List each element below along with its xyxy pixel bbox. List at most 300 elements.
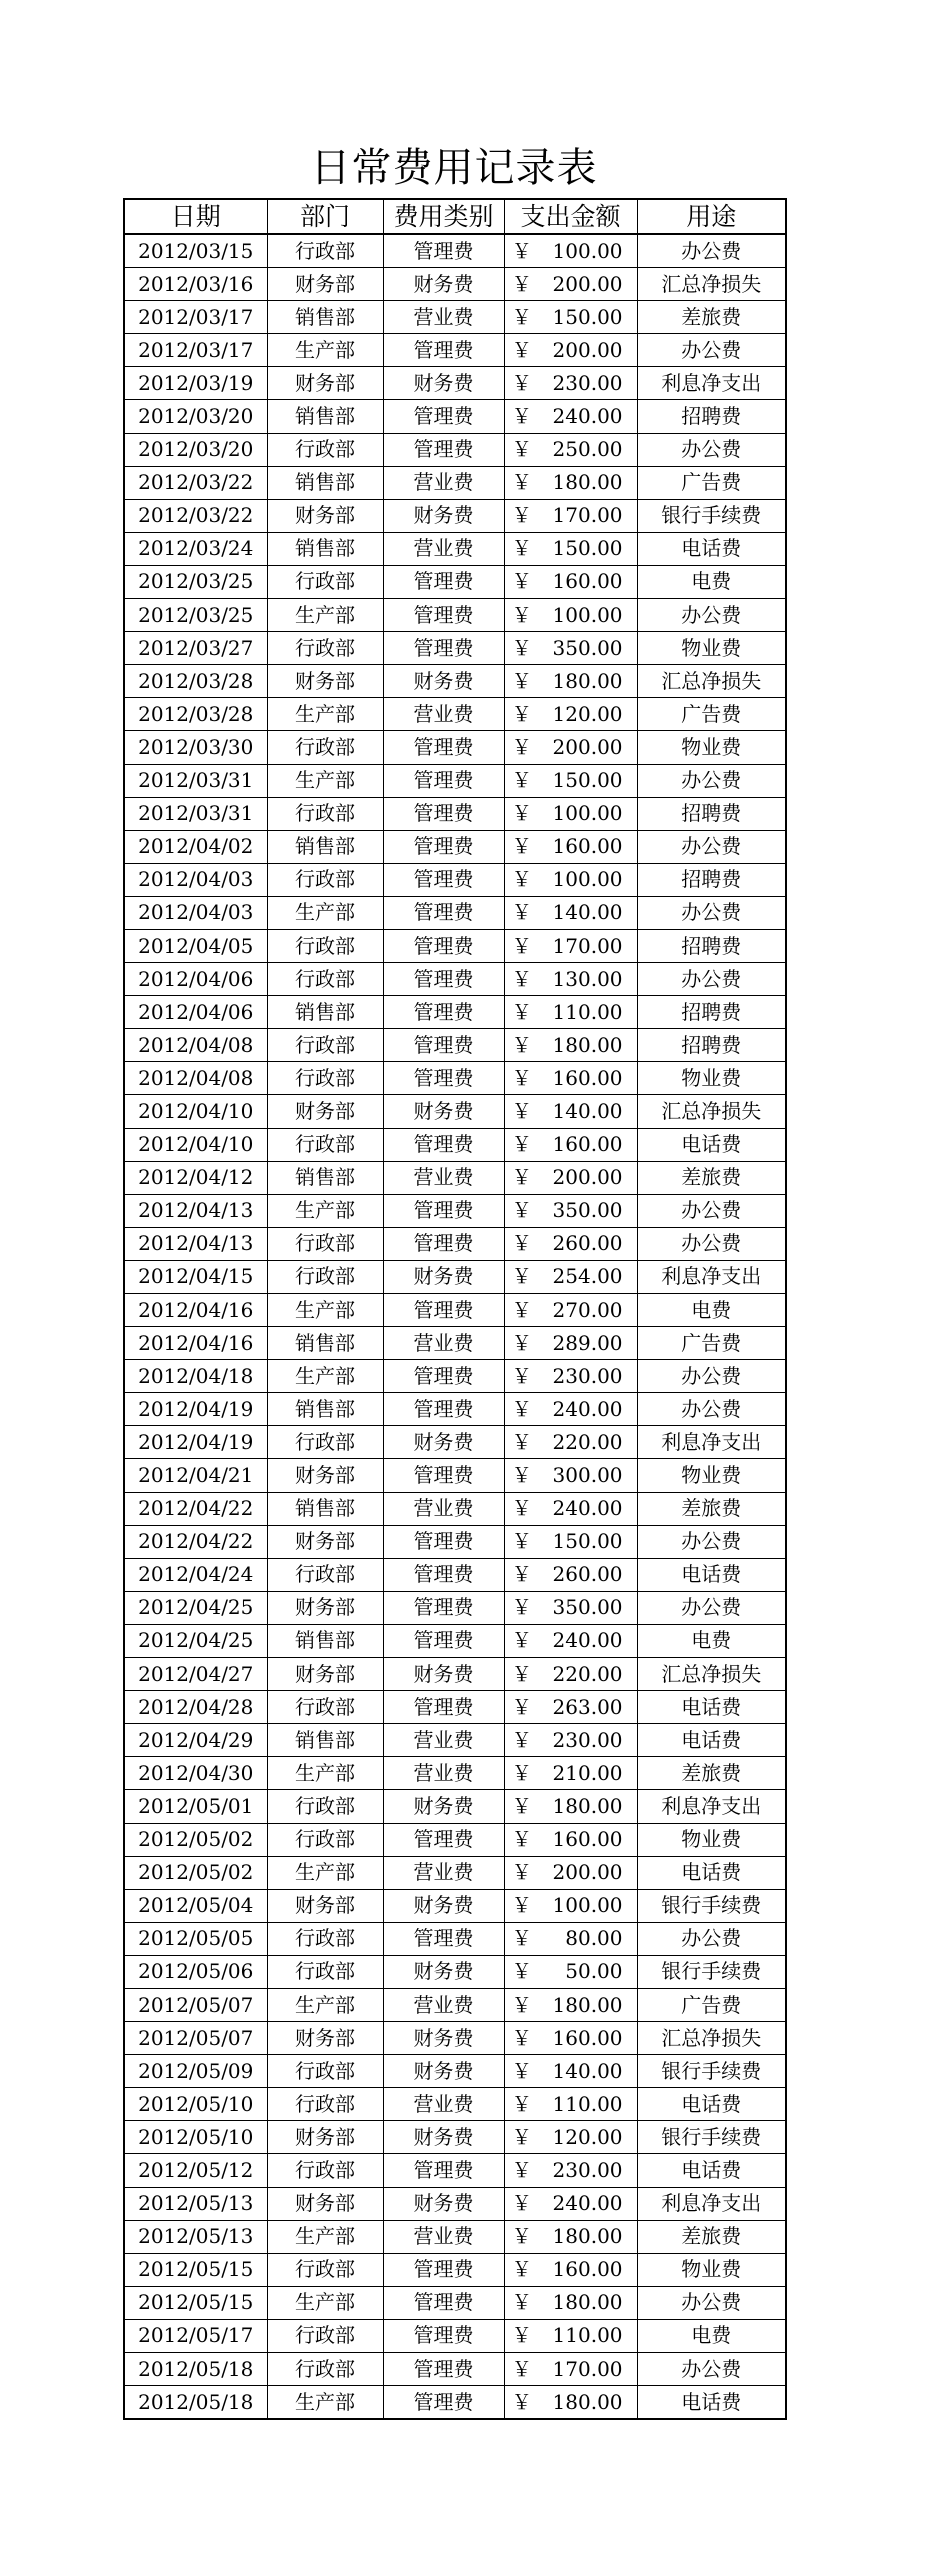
cell-use[interactable]: 广告费: [637, 1988, 786, 2021]
cell-date[interactable]: 2012/04/27: [124, 1658, 267, 1691]
cell-amount[interactable]: 180.00: [539, 665, 637, 698]
cell-category[interactable]: 财务费: [383, 2055, 504, 2088]
cell-use[interactable]: 办公费: [637, 2286, 786, 2319]
cell-amount[interactable]: 100.00: [539, 797, 637, 830]
cell-use[interactable]: 办公费: [637, 896, 786, 929]
cell-use[interactable]: 办公费: [637, 963, 786, 996]
cell-amount[interactable]: 180.00: [539, 1988, 637, 2021]
cell-category[interactable]: 财务费: [383, 1955, 504, 1988]
cell-dept[interactable]: 财务部: [267, 1658, 383, 1691]
cell-date[interactable]: 2012/05/04: [124, 1889, 267, 1922]
cell-date[interactable]: 2012/05/15: [124, 2286, 267, 2319]
cell-use[interactable]: 招聘费: [637, 1029, 786, 1062]
cell-date[interactable]: 2012/04/03: [124, 863, 267, 896]
cell-use[interactable]: 办公费: [637, 1227, 786, 1260]
cell-use[interactable]: 利息净支出: [637, 1790, 786, 1823]
cell-amount[interactable]: 230.00: [539, 1724, 637, 1757]
cell-dept[interactable]: 生产部: [267, 896, 383, 929]
cell-date[interactable]: 2012/05/12: [124, 2154, 267, 2187]
cell-dept[interactable]: 行政部: [267, 1558, 383, 1591]
cell-use[interactable]: 办公费: [637, 1525, 786, 1558]
cell-date[interactable]: 2012/05/10: [124, 2121, 267, 2154]
cell-category[interactable]: 管理费: [383, 896, 504, 929]
cell-dept[interactable]: 财务部: [267, 1591, 383, 1624]
cell-category[interactable]: 管理费: [383, 1591, 504, 1624]
cell-use[interactable]: 汇总净损失: [637, 2022, 786, 2055]
currency-symbol[interactable]: ￥: [504, 1558, 539, 1591]
cell-date[interactable]: 2012/03/31: [124, 797, 267, 830]
currency-symbol[interactable]: ￥: [504, 400, 539, 433]
cell-date[interactable]: 2012/04/25: [124, 1624, 267, 1657]
cell-dept[interactable]: 销售部: [267, 1393, 383, 1426]
cell-category[interactable]: 管理费: [383, 1062, 504, 1095]
currency-symbol[interactable]: ￥: [504, 1426, 539, 1459]
cell-dept[interactable]: 行政部: [267, 2088, 383, 2121]
cell-dept[interactable]: 行政部: [267, 2154, 383, 2187]
cell-amount[interactable]: 100.00: [539, 234, 637, 268]
cell-category[interactable]: 财务费: [383, 499, 504, 532]
currency-symbol[interactable]: ￥: [504, 1492, 539, 1525]
cell-date[interactable]: 2012/05/01: [124, 1790, 267, 1823]
currency-symbol[interactable]: ￥: [504, 1294, 539, 1327]
currency-symbol[interactable]: ￥: [504, 896, 539, 929]
cell-dept[interactable]: 财务部: [267, 1889, 383, 1922]
currency-symbol[interactable]: ￥: [504, 1955, 539, 1988]
currency-symbol[interactable]: ￥: [504, 2154, 539, 2187]
currency-symbol[interactable]: ￥: [504, 929, 539, 962]
cell-date[interactable]: 2012/05/07: [124, 2022, 267, 2055]
cell-date[interactable]: 2012/03/17: [124, 334, 267, 367]
cell-use[interactable]: 办公费: [637, 830, 786, 863]
cell-use[interactable]: 利息净支出: [637, 1260, 786, 1293]
cell-date[interactable]: 2012/04/13: [124, 1227, 267, 1260]
currency-symbol[interactable]: ￥: [504, 996, 539, 1029]
cell-dept[interactable]: 生产部: [267, 2386, 383, 2420]
cell-use[interactable]: 银行手续费: [637, 2121, 786, 2154]
currency-symbol[interactable]: ￥: [504, 1889, 539, 1922]
cell-dept[interactable]: 行政部: [267, 1823, 383, 1856]
cell-use[interactable]: 广告费: [637, 466, 786, 499]
currency-symbol[interactable]: ￥: [504, 1393, 539, 1426]
cell-use[interactable]: 办公费: [637, 1591, 786, 1624]
currency-symbol[interactable]: ￥: [504, 334, 539, 367]
cell-category[interactable]: 营业费: [383, 1492, 504, 1525]
cell-amount[interactable]: 150.00: [539, 764, 637, 797]
cell-date[interactable]: 2012/03/25: [124, 599, 267, 632]
cell-amount[interactable]: 160.00: [539, 1823, 637, 1856]
cell-use[interactable]: 电话费: [637, 1691, 786, 1724]
cell-category[interactable]: 管理费: [383, 632, 504, 665]
currency-symbol[interactable]: ￥: [504, 1988, 539, 2021]
currency-symbol[interactable]: ￥: [504, 1260, 539, 1293]
cell-dept[interactable]: 生产部: [267, 2220, 383, 2253]
header-dept[interactable]: 部门: [267, 199, 383, 234]
cell-use[interactable]: 银行手续费: [637, 2055, 786, 2088]
cell-category[interactable]: 管理费: [383, 1194, 504, 1227]
currency-symbol[interactable]: ￥: [504, 863, 539, 896]
cell-use[interactable]: 招聘费: [637, 929, 786, 962]
cell-date[interactable]: 2012/03/20: [124, 400, 267, 433]
currency-symbol[interactable]: ￥: [504, 1922, 539, 1955]
cell-amount[interactable]: 150.00: [539, 301, 637, 334]
cell-category[interactable]: 管理费: [383, 797, 504, 830]
currency-symbol[interactable]: ￥: [504, 1724, 539, 1757]
cell-category[interactable]: 财务费: [383, 1658, 504, 1691]
currency-symbol[interactable]: ￥: [504, 466, 539, 499]
cell-category[interactable]: 管理费: [383, 1922, 504, 1955]
cell-amount[interactable]: 100.00: [539, 1889, 637, 1922]
cell-use[interactable]: 电费: [637, 1624, 786, 1657]
cell-category[interactable]: 财务费: [383, 2121, 504, 2154]
cell-amount[interactable]: 270.00: [539, 1294, 637, 1327]
cell-use[interactable]: 物业费: [637, 2253, 786, 2286]
currency-symbol[interactable]: ￥: [504, 268, 539, 301]
cell-dept[interactable]: 销售部: [267, 1161, 383, 1194]
currency-symbol[interactable]: ￥: [504, 1658, 539, 1691]
cell-category[interactable]: 营业费: [383, 1757, 504, 1790]
cell-use[interactable]: 电话费: [637, 2386, 786, 2420]
cell-amount[interactable]: 150.00: [539, 1525, 637, 1558]
cell-amount[interactable]: 260.00: [539, 1227, 637, 1260]
header-date[interactable]: 日期: [124, 199, 267, 234]
currency-symbol[interactable]: ￥: [504, 2055, 539, 2088]
cell-amount[interactable]: 200.00: [539, 334, 637, 367]
cell-use[interactable]: 物业费: [637, 1459, 786, 1492]
cell-date[interactable]: 2012/04/29: [124, 1724, 267, 1757]
cell-date[interactable]: 2012/04/15: [124, 1260, 267, 1293]
cell-date[interactable]: 2012/05/06: [124, 1955, 267, 1988]
cell-category[interactable]: 管理费: [383, 996, 504, 1029]
cell-dept[interactable]: 财务部: [267, 499, 383, 532]
cell-use[interactable]: 招聘费: [637, 400, 786, 433]
cell-amount[interactable]: 200.00: [539, 268, 637, 301]
currency-symbol[interactable]: ￥: [504, 2286, 539, 2319]
cell-dept[interactable]: 销售部: [267, 301, 383, 334]
cell-date[interactable]: 2012/03/28: [124, 665, 267, 698]
currency-symbol[interactable]: ￥: [504, 797, 539, 830]
cell-dept[interactable]: 行政部: [267, 1790, 383, 1823]
cell-category[interactable]: 管理费: [383, 731, 504, 764]
cell-date[interactable]: 2012/04/13: [124, 1194, 267, 1227]
currency-symbol[interactable]: ￥: [504, 433, 539, 466]
cell-date[interactable]: 2012/04/19: [124, 1426, 267, 1459]
cell-category[interactable]: 管理费: [383, 1525, 504, 1558]
cell-category[interactable]: 管理费: [383, 433, 504, 466]
cell-date[interactable]: 2012/05/02: [124, 1856, 267, 1889]
cell-use[interactable]: 办公费: [637, 334, 786, 367]
cell-date[interactable]: 2012/03/24: [124, 532, 267, 565]
cell-date[interactable]: 2012/03/28: [124, 698, 267, 731]
cell-date[interactable]: 2012/03/20: [124, 433, 267, 466]
cell-amount[interactable]: 230.00: [539, 367, 637, 400]
cell-use[interactable]: 银行手续费: [637, 1955, 786, 1988]
cell-dept[interactable]: 行政部: [267, 963, 383, 996]
cell-category[interactable]: 管理费: [383, 565, 504, 598]
cell-date[interactable]: 2012/04/28: [124, 1691, 267, 1724]
currency-symbol[interactable]: ￥: [504, 1128, 539, 1161]
cell-date[interactable]: 2012/04/12: [124, 1161, 267, 1194]
cell-date[interactable]: 2012/04/30: [124, 1757, 267, 1790]
cell-use[interactable]: 汇总净损失: [637, 665, 786, 698]
cell-category[interactable]: 管理费: [383, 2386, 504, 2420]
cell-date[interactable]: 2012/05/17: [124, 2319, 267, 2352]
cell-amount[interactable]: 110.00: [539, 2319, 637, 2352]
currency-symbol[interactable]: ￥: [504, 1327, 539, 1360]
cell-amount[interactable]: 140.00: [539, 896, 637, 929]
cell-use[interactable]: 招聘费: [637, 797, 786, 830]
cell-amount[interactable]: 240.00: [539, 400, 637, 433]
currency-symbol[interactable]: ￥: [504, 2386, 539, 2420]
cell-category[interactable]: 管理费: [383, 764, 504, 797]
cell-date[interactable]: 2012/03/22: [124, 466, 267, 499]
cell-dept[interactable]: 财务部: [267, 665, 383, 698]
cell-category[interactable]: 营业费: [383, 1856, 504, 1889]
cell-date[interactable]: 2012/05/15: [124, 2253, 267, 2286]
cell-use[interactable]: 电话费: [637, 1128, 786, 1161]
currency-symbol[interactable]: ￥: [504, 2253, 539, 2286]
cell-category[interactable]: 管理费: [383, 2253, 504, 2286]
cell-date[interactable]: 2012/03/25: [124, 565, 267, 598]
cell-dept[interactable]: 生产部: [267, 1294, 383, 1327]
cell-category[interactable]: 营业费: [383, 2088, 504, 2121]
cell-dept[interactable]: 行政部: [267, 1260, 383, 1293]
cell-category[interactable]: 管理费: [383, 1128, 504, 1161]
cell-amount[interactable]: 100.00: [539, 863, 637, 896]
cell-category[interactable]: 管理费: [383, 234, 504, 268]
cell-category[interactable]: 营业费: [383, 466, 504, 499]
currency-symbol[interactable]: ￥: [504, 2353, 539, 2386]
cell-amount[interactable]: 140.00: [539, 2055, 637, 2088]
cell-dept[interactable]: 财务部: [267, 367, 383, 400]
cell-category[interactable]: 管理费: [383, 1823, 504, 1856]
cell-dept[interactable]: 销售部: [267, 1624, 383, 1657]
currency-symbol[interactable]: ￥: [504, 1624, 539, 1657]
cell-date[interactable]: 2012/04/06: [124, 996, 267, 1029]
currency-symbol[interactable]: ￥: [504, 698, 539, 731]
cell-category[interactable]: 营业费: [383, 1724, 504, 1757]
cell-dept[interactable]: 行政部: [267, 1691, 383, 1724]
cell-use[interactable]: 广告费: [637, 1327, 786, 1360]
cell-amount[interactable]: 110.00: [539, 996, 637, 1029]
cell-amount[interactable]: 220.00: [539, 1658, 637, 1691]
cell-amount[interactable]: 240.00: [539, 2187, 637, 2220]
currency-symbol[interactable]: ￥: [504, 830, 539, 863]
cell-amount[interactable]: 160.00: [539, 830, 637, 863]
cell-date[interactable]: 2012/05/09: [124, 2055, 267, 2088]
cell-date[interactable]: 2012/04/03: [124, 896, 267, 929]
cell-category[interactable]: 营业费: [383, 698, 504, 731]
cell-use[interactable]: 电话费: [637, 2154, 786, 2187]
cell-use[interactable]: 利息净支出: [637, 367, 786, 400]
cell-dept[interactable]: 生产部: [267, 334, 383, 367]
currency-symbol[interactable]: ￥: [504, 1161, 539, 1194]
cell-amount[interactable]: 160.00: [539, 565, 637, 598]
cell-category[interactable]: 管理费: [383, 1360, 504, 1393]
cell-use[interactable]: 物业费: [637, 1062, 786, 1095]
cell-category[interactable]: 管理费: [383, 1227, 504, 1260]
cell-dept[interactable]: 财务部: [267, 1525, 383, 1558]
cell-date[interactable]: 2012/04/05: [124, 929, 267, 962]
cell-amount[interactable]: 180.00: [539, 2286, 637, 2319]
cell-dept[interactable]: 行政部: [267, 797, 383, 830]
header-category[interactable]: 费用类别: [383, 199, 504, 234]
cell-dept[interactable]: 财务部: [267, 1459, 383, 1492]
cell-category[interactable]: 管理费: [383, 929, 504, 962]
cell-amount[interactable]: 160.00: [539, 1062, 637, 1095]
cell-amount[interactable]: 160.00: [539, 1128, 637, 1161]
cell-dept[interactable]: 行政部: [267, 1227, 383, 1260]
cell-dept[interactable]: 财务部: [267, 2022, 383, 2055]
cell-dept[interactable]: 行政部: [267, 1955, 383, 1988]
cell-dept[interactable]: 行政部: [267, 2055, 383, 2088]
cell-use[interactable]: 差旅费: [637, 2220, 786, 2253]
cell-category[interactable]: 管理费: [383, 1624, 504, 1657]
cell-dept[interactable]: 生产部: [267, 1856, 383, 1889]
cell-date[interactable]: 2012/05/18: [124, 2353, 267, 2386]
cell-category[interactable]: 管理费: [383, 2154, 504, 2187]
cell-amount[interactable]: 80.00: [539, 1922, 637, 1955]
cell-amount[interactable]: 170.00: [539, 929, 637, 962]
cell-date[interactable]: 2012/05/05: [124, 1922, 267, 1955]
cell-amount[interactable]: 180.00: [539, 1790, 637, 1823]
cell-use[interactable]: 电话费: [637, 532, 786, 565]
cell-dept[interactable]: 财务部: [267, 268, 383, 301]
cell-use[interactable]: 广告费: [637, 698, 786, 731]
cell-use[interactable]: 银行手续费: [637, 1889, 786, 1922]
cell-amount[interactable]: 210.00: [539, 1757, 637, 1790]
cell-dept[interactable]: 生产部: [267, 2286, 383, 2319]
cell-dept[interactable]: 行政部: [267, 929, 383, 962]
cell-use[interactable]: 办公费: [637, 764, 786, 797]
cell-use[interactable]: 办公费: [637, 433, 786, 466]
cell-amount[interactable]: 300.00: [539, 1459, 637, 1492]
cell-category[interactable]: 财务费: [383, 665, 504, 698]
cell-date[interactable]: 2012/05/07: [124, 1988, 267, 2021]
cell-amount[interactable]: 160.00: [539, 2022, 637, 2055]
cell-use[interactable]: 电话费: [637, 1558, 786, 1591]
cell-amount[interactable]: 130.00: [539, 963, 637, 996]
cell-use[interactable]: 电费: [637, 1294, 786, 1327]
cell-category[interactable]: 管理费: [383, 2286, 504, 2319]
header-amount[interactable]: 支出金额: [504, 199, 637, 234]
cell-dept[interactable]: 行政部: [267, 1922, 383, 1955]
cell-amount[interactable]: 150.00: [539, 532, 637, 565]
cell-dept[interactable]: 生产部: [267, 1360, 383, 1393]
cell-use[interactable]: 招聘费: [637, 996, 786, 1029]
cell-dept[interactable]: 行政部: [267, 863, 383, 896]
cell-category[interactable]: 财务费: [383, 1889, 504, 1922]
cell-date[interactable]: 2012/03/19: [124, 367, 267, 400]
cell-use[interactable]: 办公费: [637, 234, 786, 268]
cell-dept[interactable]: 生产部: [267, 1194, 383, 1227]
cell-category[interactable]: 营业费: [383, 1327, 504, 1360]
cell-amount[interactable]: 254.00: [539, 1260, 637, 1293]
cell-category[interactable]: 管理费: [383, 2319, 504, 2352]
cell-category[interactable]: 管理费: [383, 863, 504, 896]
currency-symbol[interactable]: ￥: [504, 367, 539, 400]
cell-dept[interactable]: 销售部: [267, 1492, 383, 1525]
currency-symbol[interactable]: ￥: [504, 2121, 539, 2154]
cell-amount[interactable]: 289.00: [539, 1327, 637, 1360]
cell-date[interactable]: 2012/03/30: [124, 731, 267, 764]
cell-category[interactable]: 财务费: [383, 2022, 504, 2055]
currency-symbol[interactable]: ￥: [504, 599, 539, 632]
cell-date[interactable]: 2012/03/16: [124, 268, 267, 301]
cell-amount[interactable]: 160.00: [539, 2253, 637, 2286]
cell-date[interactable]: 2012/04/25: [124, 1591, 267, 1624]
currency-symbol[interactable]: ￥: [504, 1757, 539, 1790]
cell-dept[interactable]: 生产部: [267, 698, 383, 731]
cell-date[interactable]: 2012/04/10: [124, 1095, 267, 1128]
cell-amount[interactable]: 200.00: [539, 731, 637, 764]
cell-dept[interactable]: 行政部: [267, 1029, 383, 1062]
currency-symbol[interactable]: ￥: [504, 301, 539, 334]
cell-dept[interactable]: 财务部: [267, 1095, 383, 1128]
currency-symbol[interactable]: ￥: [504, 764, 539, 797]
cell-use[interactable]: 汇总净损失: [637, 1095, 786, 1128]
currency-symbol[interactable]: ￥: [504, 532, 539, 565]
currency-symbol[interactable]: ￥: [504, 665, 539, 698]
cell-dept[interactable]: 销售部: [267, 1327, 383, 1360]
cell-category[interactable]: 管理费: [383, 1294, 504, 1327]
cell-category[interactable]: 营业费: [383, 1988, 504, 2021]
cell-date[interactable]: 2012/04/22: [124, 1492, 267, 1525]
cell-dept[interactable]: 行政部: [267, 234, 383, 268]
cell-category[interactable]: 财务费: [383, 1095, 504, 1128]
cell-use[interactable]: 招聘费: [637, 863, 786, 896]
cell-category[interactable]: 管理费: [383, 1393, 504, 1426]
cell-date[interactable]: 2012/03/22: [124, 499, 267, 532]
cell-category[interactable]: 管理费: [383, 599, 504, 632]
cell-dept[interactable]: 行政部: [267, 1128, 383, 1161]
currency-symbol[interactable]: ￥: [504, 1691, 539, 1724]
cell-category[interactable]: 财务费: [383, 1790, 504, 1823]
cell-use[interactable]: 差旅费: [637, 1492, 786, 1525]
cell-dept[interactable]: 生产部: [267, 1988, 383, 2021]
cell-use[interactable]: 电话费: [637, 1724, 786, 1757]
cell-dept[interactable]: 销售部: [267, 1724, 383, 1757]
cell-dept[interactable]: 生产部: [267, 764, 383, 797]
cell-dept[interactable]: 行政部: [267, 632, 383, 665]
cell-amount[interactable]: 350.00: [539, 1194, 637, 1227]
cell-amount[interactable]: 180.00: [539, 2220, 637, 2253]
cell-amount[interactable]: 200.00: [539, 1161, 637, 1194]
currency-symbol[interactable]: ￥: [504, 1194, 539, 1227]
cell-date[interactable]: 2012/04/08: [124, 1062, 267, 1095]
cell-amount[interactable]: 240.00: [539, 1624, 637, 1657]
cell-category[interactable]: 营业费: [383, 2220, 504, 2253]
cell-use[interactable]: 物业费: [637, 632, 786, 665]
cell-category[interactable]: 管理费: [383, 400, 504, 433]
currency-symbol[interactable]: ￥: [504, 1095, 539, 1128]
cell-use[interactable]: 办公费: [637, 1393, 786, 1426]
currency-symbol[interactable]: ￥: [504, 234, 539, 268]
currency-symbol[interactable]: ￥: [504, 499, 539, 532]
cell-date[interactable]: 2012/04/18: [124, 1360, 267, 1393]
cell-dept[interactable]: 财务部: [267, 2121, 383, 2154]
cell-category[interactable]: 管理费: [383, 2353, 504, 2386]
cell-amount[interactable]: 263.00: [539, 1691, 637, 1724]
cell-date[interactable]: 2012/04/08: [124, 1029, 267, 1062]
cell-date[interactable]: 2012/04/06: [124, 963, 267, 996]
currency-symbol[interactable]: ￥: [504, 2220, 539, 2253]
currency-symbol[interactable]: ￥: [504, 963, 539, 996]
cell-use[interactable]: 办公费: [637, 2353, 786, 2386]
cell-date[interactable]: 2012/05/13: [124, 2220, 267, 2253]
cell-date[interactable]: 2012/05/18: [124, 2386, 267, 2420]
currency-symbol[interactable]: ￥: [504, 1459, 539, 1492]
cell-dept[interactable]: 行政部: [267, 2253, 383, 2286]
